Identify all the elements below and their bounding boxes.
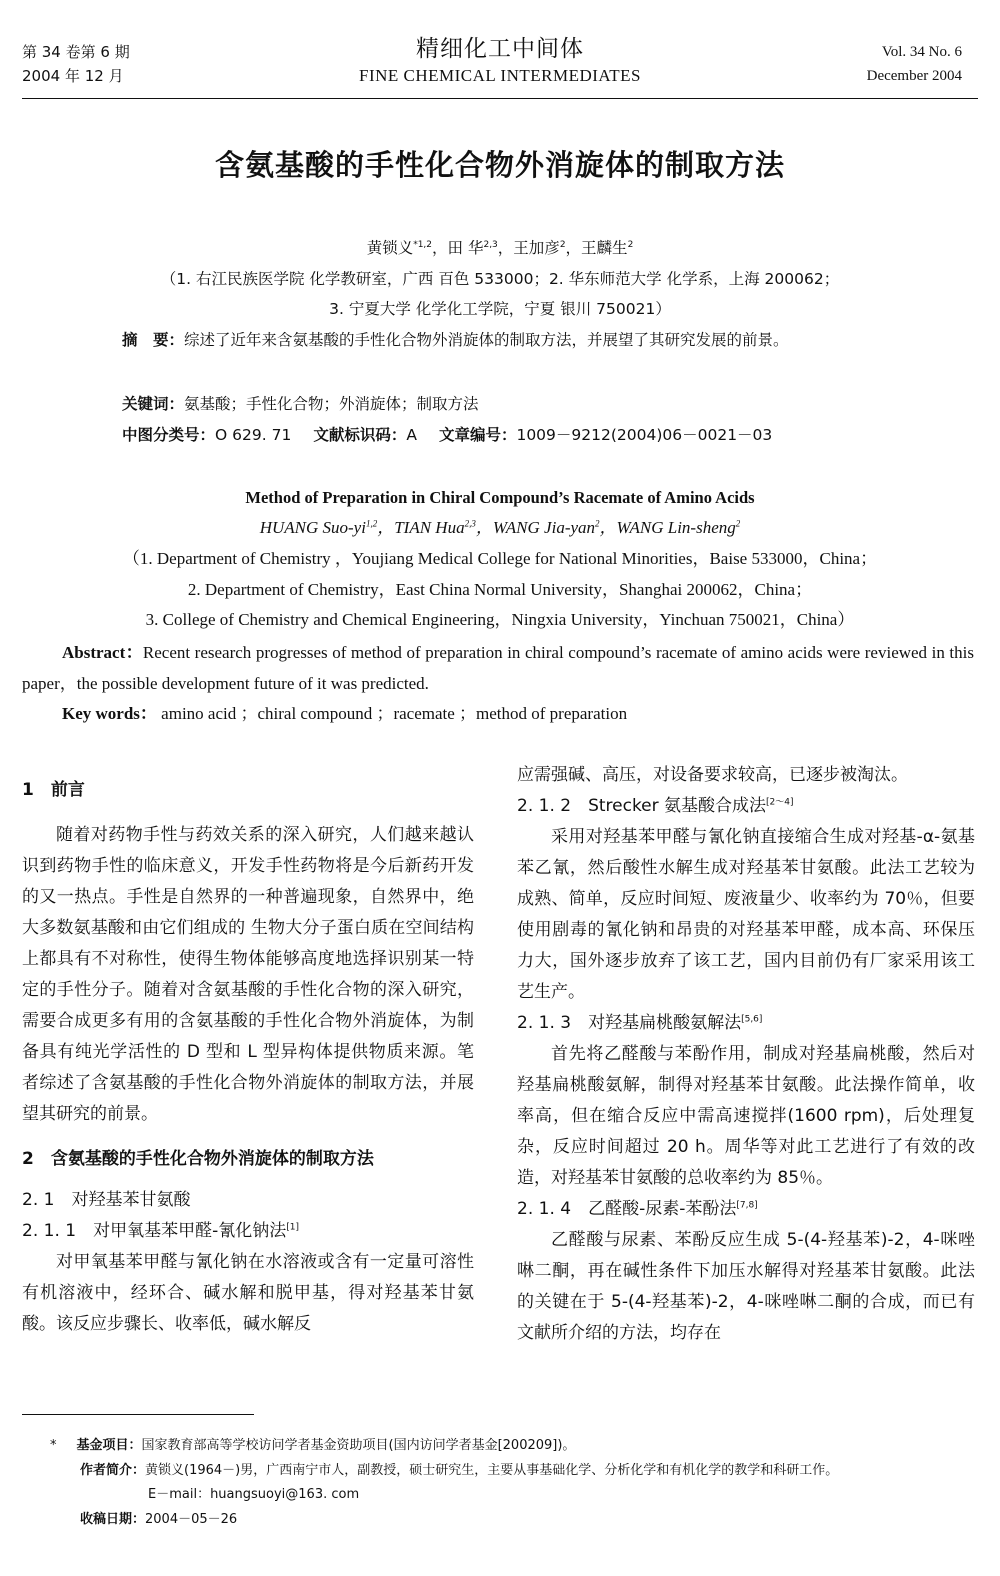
footnote-rule [22,1414,254,1415]
abstract-en-text: Recent research progresses of method of preparation in chiral compound’s racemate of amino acids were reviewed in this paper，the possible development future of it was predicted. [22,643,974,693]
body-right-column [517,760,975,1349]
affiliation-cn-line: （1. 右江民族医学院 化学教研室，广西 百色 533000；2. 华东师范大学 化学系，上海 200062； [160,270,840,288]
section-2-1-1-paragraph: 对甲氧基苯甲醛与氰化钠在水溶液或含有一定量可溶性有机溶液中，经环合、碱水解和脱甲基，得对羟基苯甘氨酸。该反应步骤长、收率低，碱水解反 [22,1252,474,1334]
section-2-1-4-heading [517,1194,975,1225]
fund-mark: * [50,1438,57,1453]
clc-value: O 629. 71 [215,426,292,444]
volume-info [867,40,962,88]
article-number-label: 文章编号： [438,426,517,444]
author-name: ，王麟生 [565,239,628,257]
journal-name-en: FINE CHEMICAL INTERMEDIATES [358,66,642,85]
keywords-en [62,700,627,728]
author-name: ，王加彦 [497,239,560,257]
section-2-1-4-paragraph: 乙醛酸与尿素、苯酚反应生成 5-(4-羟基苯)-2，4-咪唑啉二酮，再在碱性条件下加压水解得对羟基苯甘氨酸。此法的关键在于 5-(4-羟基苯)-2，4-咪唑啉二酮的合成，而已有文献所介绍的方法，均存在 [517,1230,975,1343]
issue-date: 2004 年 12 月 [22,67,124,85]
footnotes [50,1434,980,1532]
keywords-en-label: Key words： [62,704,157,723]
abstract-en [22,637,974,699]
volume-date: December 2004 [866,68,962,84]
citation-ref: [1] [286,1222,299,1233]
classification-line [122,422,772,448]
keywords-cn-text: 氨基酸；手性化合物；外消旋体；制取方法 [184,395,479,413]
citation-ref: [7,8] [736,1200,758,1211]
author-sup: 2 [595,518,600,529]
author-sup: 2,3 [464,518,476,529]
section-2-1-title: 2. 1 对羟基苯甘氨酸 [22,1190,191,1210]
citation-ref: [2～4] [766,797,794,808]
abstract-en-label: Abstract： [62,643,143,662]
authors-en [0,514,1000,542]
author-name: ，田 华 [432,239,484,257]
section-2-1-2-heading [517,791,975,822]
affiliation-cn-line: 3. 宁夏大学 化学化工学院，宁夏 银川 750021） [329,300,671,318]
author-name-en: ，WANG Lin-sheng [599,518,736,537]
doc-code-label: 文献标识码： [313,426,407,444]
fund-text: 国家教育部高等学校访问学者基金资助项目(国内访问学者基金[200209])。 [141,1438,576,1453]
abstract-cn-label: 摘 要： [122,331,185,349]
author-sup: 1,2 [365,518,378,529]
author-footnote [50,1459,980,1484]
continued-line: 应需强碱、高压，对设备要求较高，已逐步被淘汰。 [517,765,908,785]
section-2-title: 2 含氨基酸的手性化合物外消旋体的制取方法 [22,1149,374,1169]
section-2-1-3-title: 2. 1. 3 对羟基扁桃酸氨解法 [517,1013,742,1033]
abstract-cn [82,327,916,354]
journal-name [0,34,1000,88]
section-1-paragraph: 随着对药物手性与药效关系的深入研究，人们越来越认识到药物手性的临床意义，开发手性药物将是今后新药开发的又一热点。手性是自然界的一种普遍现象，自然界中，绝大多数氨基酸和由它们组成的 生物大分子蛋白质在空间结构上都具有不对称性，使得生物体能够高度地选择识别某一特定的手性分子。随着对含氨基酸的手性化合物的深入研究，需要合成更多有用的含氨基酸的手性化合物外消旋体，为制备具有纯光学活性的 D 型和 L 型异构体提供物质来源。笔者综述了含氨基酸的手性化合物外消旋体的制取方法，并展望其研究的前景。 [22,825,474,1124]
author-sup: *1,2 [413,239,433,250]
author-sup: 2 [559,239,566,250]
received-label: 收稿日期： [80,1511,146,1527]
author-sup: 2 [627,239,634,250]
citation-ref: [5,6] [741,1014,763,1025]
issue-number: 第 34 卷第 6 期 [22,43,130,61]
author-bio-label: 作者简介： [80,1462,146,1478]
body-left-column [22,775,474,1340]
abstract-cn-text: 综述了近年来含氨基酸的手性化合物外消旋体的制取方法，并展望了其研究发展的前景。 [184,331,789,349]
section-2-1-2-title: 2. 1. 2 Strecker 氨基酸合成法 [517,796,767,816]
author-bio-text: 黄锁义(1964－)男，广西南宁市人，副教授，硕士研究生，主要从事基础化学、分析化学和有机化学的教学和科研工作。 [145,1462,839,1478]
volume-number: Vol. 34 No. 6 [881,44,962,60]
header-rule [22,98,978,99]
page-title: 含氨基酸的手性化合物外消旋体的制取方法 [214,148,785,182]
affiliation-en-line: （1. Department of Chemistry ，Youjiang Medical College for National Minorities，Baise 533000，China； [122,549,878,568]
author-sup: 2 [735,518,741,529]
author-name: 黄锁义 [366,239,414,257]
authors-cn [0,237,1000,259]
section-1-title: 1 前言 [22,780,85,800]
affiliation-en-line: 2. Department of Chemistry，East China Normal University，Shanghai 200062，China； [187,580,813,599]
section-2-1-4-title: 2. 1. 4 乙醛酸-尿素-苯酚法 [517,1199,737,1219]
fund-footnote [50,1434,980,1459]
english-title: Method of Preparation in Chiral Compound’s Racemate of Amino Acids [245,488,755,507]
article-number-value: 1009－9212(2004)06－0021－03 [516,426,773,444]
fund-label: 基金项目： [76,1438,142,1453]
author-sup: 2,3 [483,239,498,250]
received-date: 2004－05－26 [145,1511,238,1527]
section-2-1-3-heading [517,1008,975,1039]
keywords-en-text: amino acid ；chiral compound ；racemate ；method of preparation [156,704,628,723]
author-name-en: HUANG Suo-yi [259,518,366,537]
journal-name-cn: 精细化工中间体 [416,36,584,62]
affiliation-en-line: 3. College of Chemistry and Chemical Engineering，Ningxia University，Yinchuan 750021，China） [145,610,855,629]
email-line: E－mail：huangsuoyi@163. com [148,1487,360,1502]
section-2-1-3-paragraph: 首先将乙醛酸与苯酚作用，制成对羟基扁桃酸，然后对羟基扁桃酸氨解，制得对羟基苯甘氨酸。此法操作简单，收率高，但在缩合反应中需高速搅拌(1600 rpm)，后处理复杂，反应时间超过 20 h。周华等对此工艺进行了有效的改造，对羟基苯甘氨酸的总收率约为 85％。 [517,1044,975,1188]
keywords-cn [122,391,479,417]
keywords-cn-label: 关键词： [122,395,185,413]
doc-code-value: A [406,426,417,444]
author-name-en: ，WANG Jia-yan [475,518,596,537]
section-2-1-2-paragraph: 采用对羟基苯甲醛与氰化钠直接缩合生成对羟基-α-氨基苯乙氰，然后酸性水解生成对羟基苯甘氨酸。此法工艺较为成熟、简单，反应时间短、废液量少、收率约为 70％，但要使用剧毒的氰化钠和昂贵的对羟基苯甲醛，成本高、环保压力大，国外逐步放弃了该工艺，国内目前仍有厂家采用该工艺生产。 [517,827,975,1002]
section-2-1-1-heading [22,1216,474,1247]
received-date-line [50,1508,980,1533]
section-2-1-1-title: 2. 1. 1 对甲氧基苯甲醛-氰化钠法 [22,1221,287,1241]
clc-label: 中图分类号： [122,426,216,444]
author-name-en: ，TIAN Hua [377,518,465,537]
